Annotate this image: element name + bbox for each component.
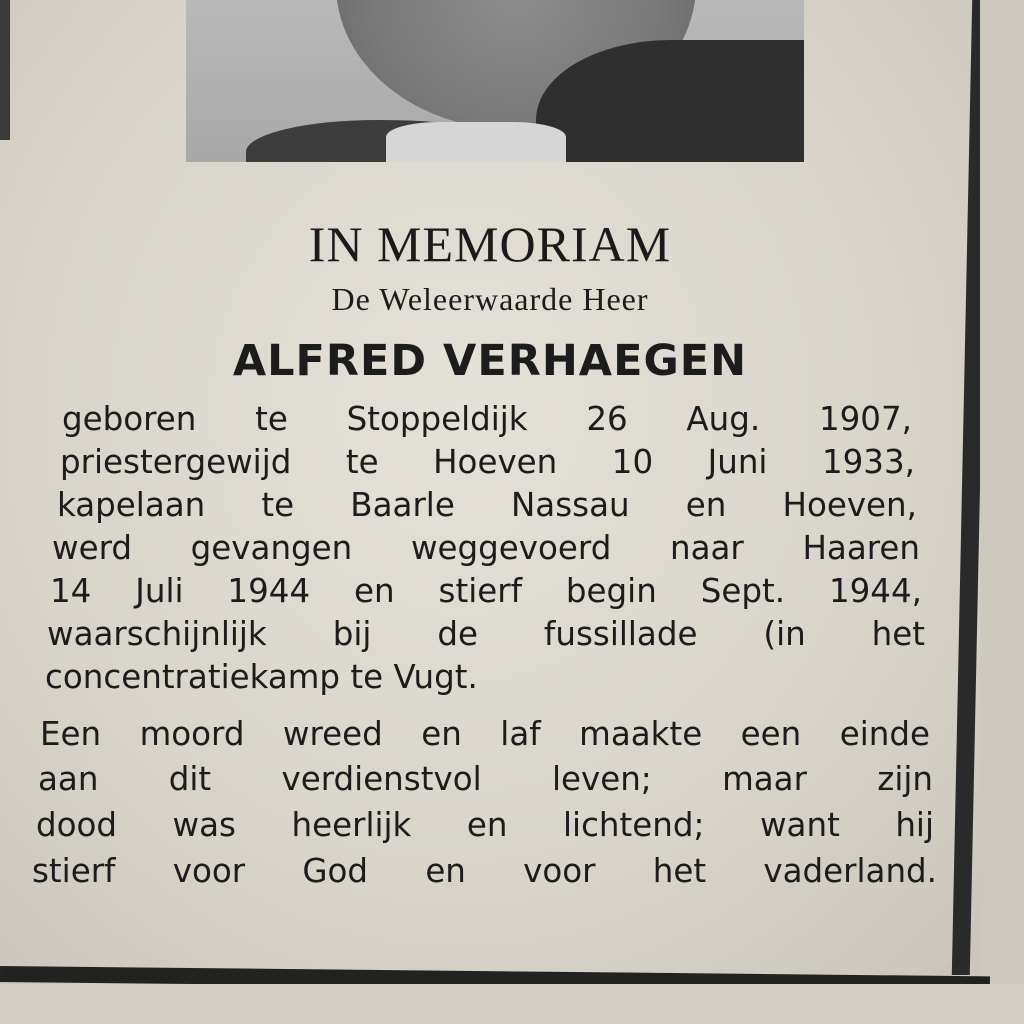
biography-line: concentratiekamp te Vugt. [45, 658, 478, 696]
left-edge-shadow [0, 0, 10, 140]
card-title: IN MEMORIAM [308, 216, 672, 272]
card-subtitle: De Weleerwaarde Heer [331, 281, 649, 317]
portrait-collar [386, 122, 566, 162]
biography-line: geboren te Stoppeldijk 26 Aug. 1907, [62, 400, 912, 438]
epitaph-line: stierf voor God en voor het vaderland. [32, 852, 937, 890]
biography-line: werd gevangen weggevoerd naar Haaren [52, 529, 920, 567]
portrait-photo [186, 0, 804, 162]
epitaph-line: dood was heerlijk en lichtend; want hij [36, 806, 934, 844]
biography-line: 14 Juli 1944 en stierf begin Sept. 1944, [50, 572, 922, 610]
biography-line: kapelaan te Baarle Nassau en Hoeven, [57, 486, 917, 524]
epitaph-line: Een moord wreed en laf maakte een einde [40, 715, 930, 753]
biography-line: waarschijnlijk bij de fussillade (in het [47, 615, 925, 653]
card-margin-bottom [0, 984, 1024, 1024]
biography-line: priestergewijd te Hoeven 10 Juni 1933, [60, 443, 915, 481]
card-edge-right [980, 0, 1024, 1024]
deceased-name: ALFRED VERHAEGEN [232, 336, 748, 386]
epitaph-line: aan dit verdienstvol leven; maar zijn [38, 760, 933, 798]
